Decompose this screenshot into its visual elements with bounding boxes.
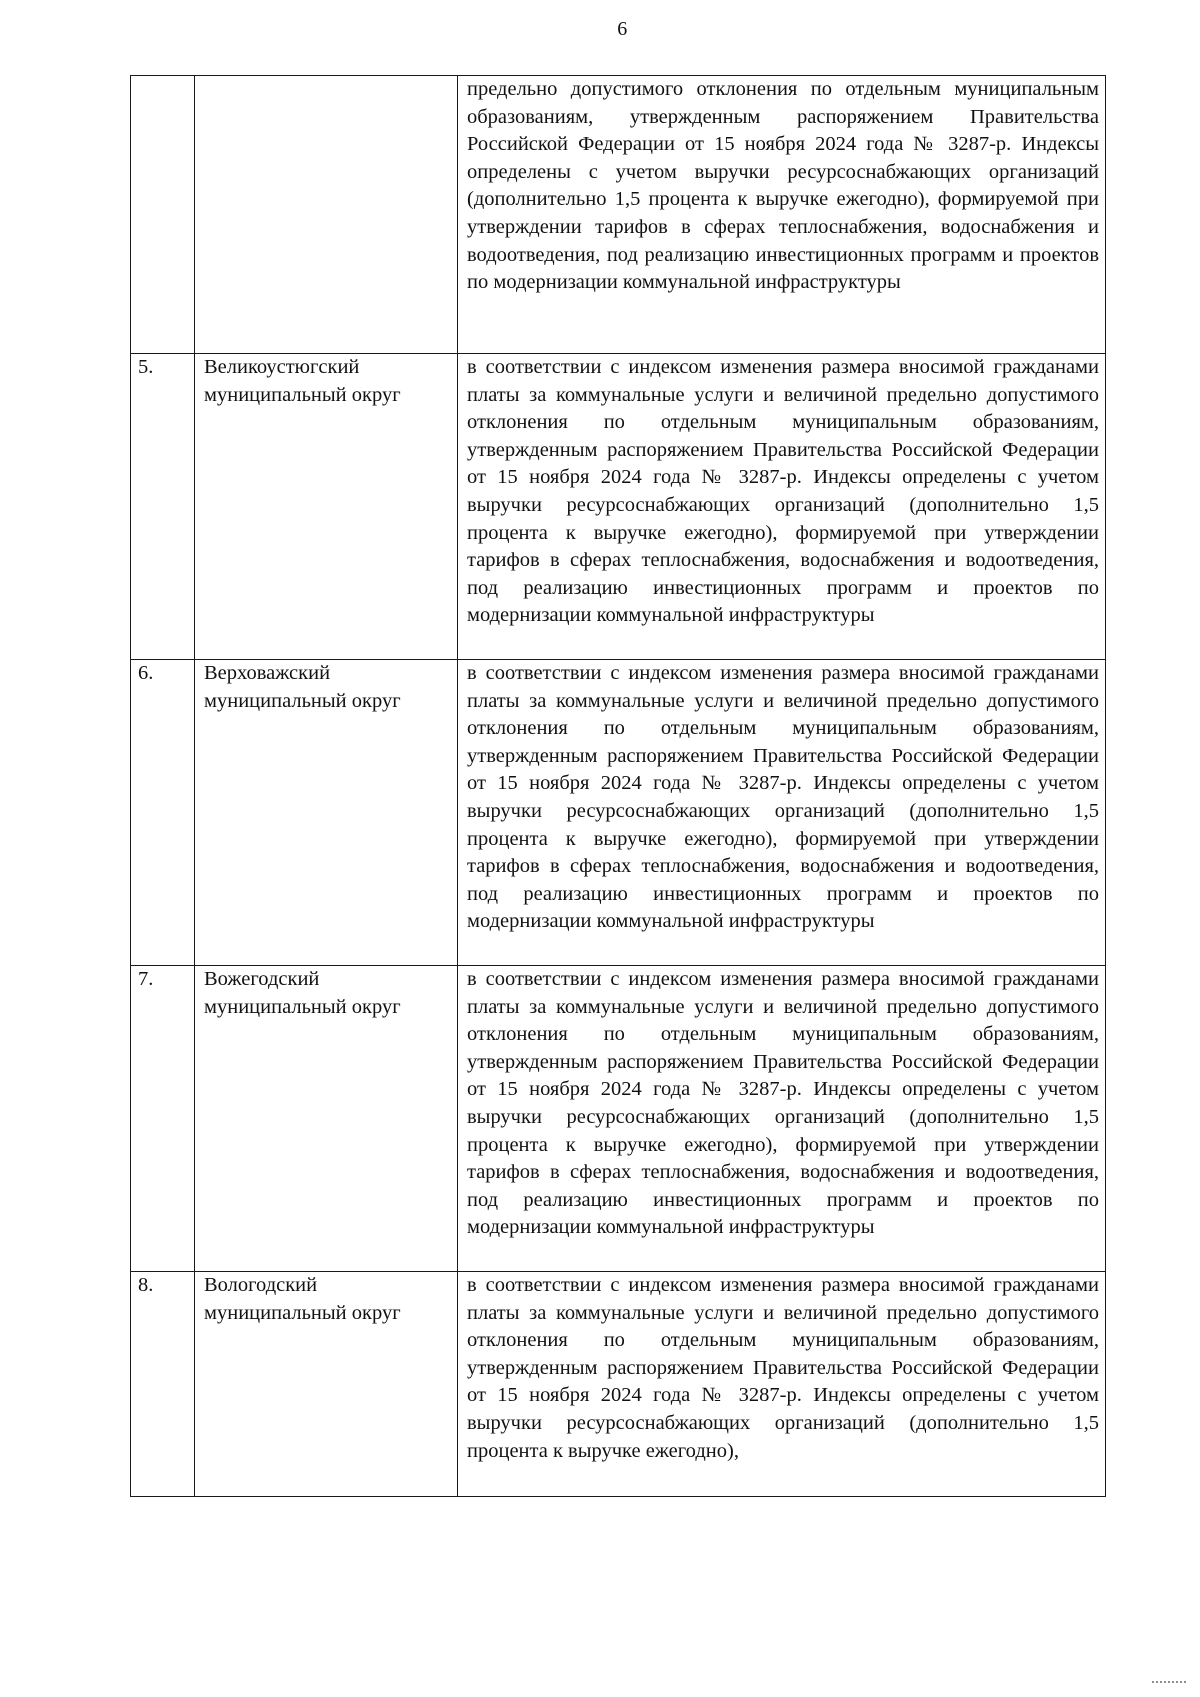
table-row (131, 354, 1106, 660)
row-number: 8. (131, 1272, 195, 1497)
row-number: 7. (131, 966, 195, 1272)
row-description (458, 354, 1106, 660)
row-number: 6. (131, 660, 195, 966)
municipality-name: Вожегодский муниципальный округ (195, 966, 458, 1272)
table-row (131, 966, 1106, 1272)
description-text: в соответствии с индексом изменения размера вносимой гражданами платы за коммунальные услуги и величиной предельно допустимого отклонения по отдельным муниципальным образованиям, утвержденным распоряжением Правительства Российской Федерации от 15 ноября 2024 года № 3287-р. Индексы определены с учетом выручки ресурсоснабжающих организаций (дополнительно 1,5 процента к выручке ежегодно), формируемой при утверждении тарифов в сферах теплоснабжения, водоснабжения и водоотведения, под реализацию инвестиционных программ и проектов по модернизации коммунальной инфраструктуры (467, 356, 1099, 627)
table-row (131, 1272, 1106, 1497)
description-text: предельно допустимого отклонения по отдельным муниципальным образованиям, утвержденным распоряжением Правительства Российской Федерации от 15 ноября 2024 года № 3287-р. Индексы определены с учетом выручки ресурсоснабжающих организаций (дополнительно 1,5 процента к выручке ежегодно), формируемой при утверждении тарифов в сферах теплоснабжения, водоснабжения и водоотведения, под реализацию инвестиционных программ и проектов по модернизации коммунальной инфраструктуры (467, 78, 1099, 294)
row-number: 5. (131, 354, 195, 660)
page-number: 6 (617, 18, 628, 40)
row-description (458, 76, 1106, 354)
scan-artifact (1152, 1681, 1186, 1693)
table-row (131, 660, 1106, 966)
municipality-name: Верховажский муниципальный округ (195, 660, 458, 966)
municipality-name: Вологодский муниципальный округ (195, 1272, 458, 1497)
description-text: в соответствии с индексом изменения размера вносимой гражданами платы за коммунальные услуги и величиной предельно допустимого отклонения по отдельным муниципальным образованиям, утвержденным распоряжением Правительства Российской Федерации от 15 ноября 2024 года № 3287-р. Индексы определены с учетом выручки ресурсоснабжающих организаций (дополнительно 1,5 процента к выручке ежегодно), формируемой при утверждении тарифов в сферах теплоснабжения, водоснабжения и водоотведения, под реализацию инвестиционных программ и проектов по модернизации коммунальной инфраструктуры (467, 968, 1099, 1239)
municipal-index-table (130, 75, 1106, 1497)
description-text: в соответствии с индексом изменения размера вносимой гражданами платы за коммунальные услуги и величиной предельно допустимого отклонения по отдельным муниципальным образованиям, утвержденным распоряжением Правительства Российской Федерации от 15 ноября 2024 года № 3287-р. Индексы определены с учетом выручки ресурсоснабжающих организаций (дополнительно 1,5 процента к выручке ежегодно), (467, 1274, 1099, 1462)
table-row (131, 76, 1106, 354)
row-description (458, 1272, 1106, 1497)
row-description (458, 966, 1106, 1272)
municipality-name: Великоустюгский муниципальный округ (195, 354, 458, 660)
description-text: в соответствии с индексом изменения размера вносимой гражданами платы за коммунальные услуги и величиной предельно допустимого отклонения по отдельным муниципальным образованиям, утвержденным распоряжением Правительства Российской Федерации от 15 ноября 2024 года № 3287-р. Индексы определены с учетом выручки ресурсоснабжающих организаций (дополнительно 1,5 процента к выручке ежегодно), формируемой при утверждении тарифов в сферах теплоснабжения, водоснабжения и водоотведения, под реализацию инвестиционных программ и проектов по модернизации коммунальной инфраструктуры (467, 662, 1099, 933)
municipality-name (195, 76, 458, 354)
row-number (131, 76, 195, 354)
row-description (458, 660, 1106, 966)
